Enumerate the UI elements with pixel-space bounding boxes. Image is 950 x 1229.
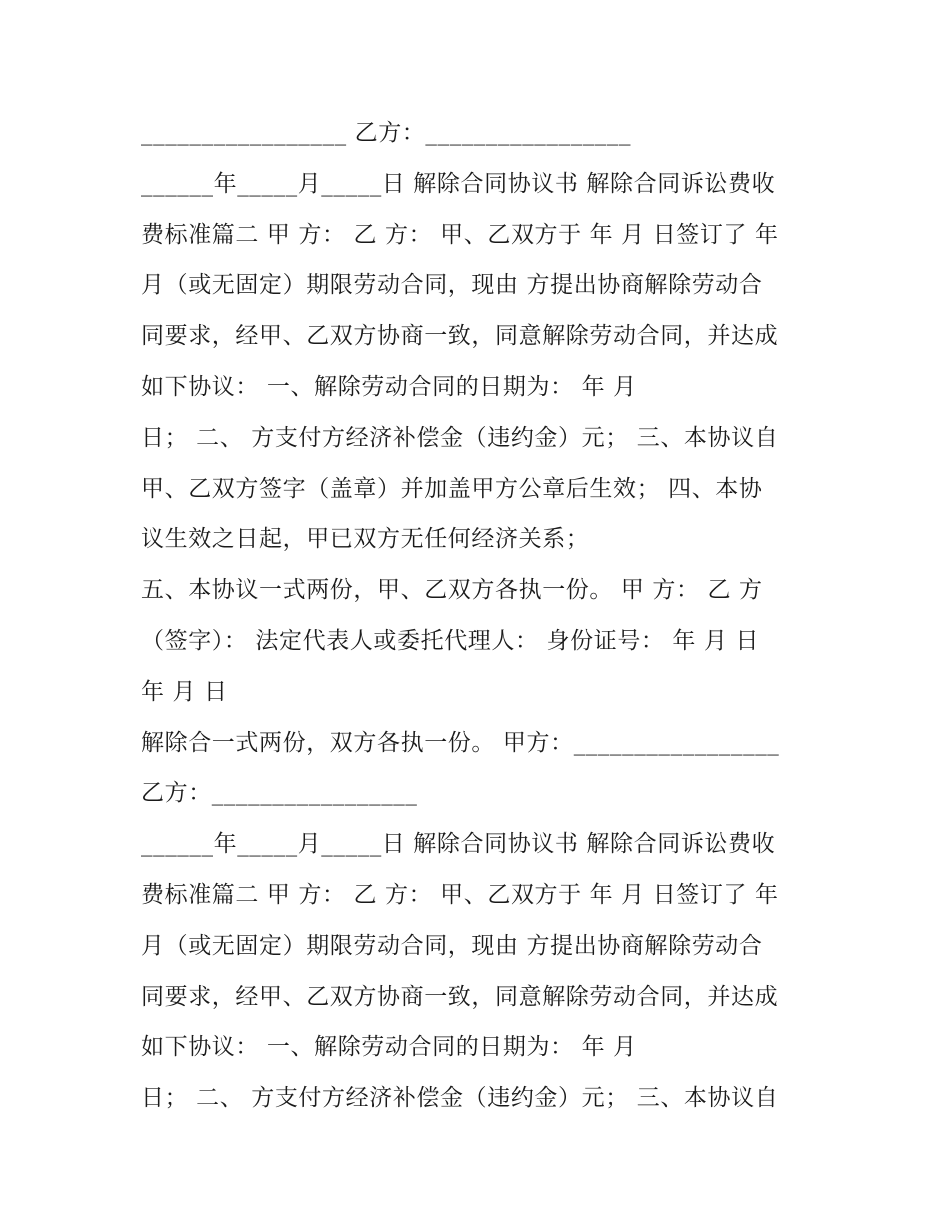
text-line: _________________ 乙方：_________________ <box>141 120 632 146</box>
text-line: 日； 二、 方支付方经济补偿金（违约金）元； 三、本协议自 <box>141 424 779 451</box>
text-line: 乙方：_________________ <box>141 780 418 807</box>
text-line: 月（或无固定）期限劳动合同，现由 方提出协商解除劳动合 <box>141 932 763 959</box>
text-line: 同要求，经甲、乙双方协商一致，同意解除劳动合同，并达成 <box>141 983 779 1010</box>
text-line: 同要求，经甲、乙双方协商一致，同意解除劳动合同，并达成 <box>141 323 779 350</box>
text-line: 如下协议： 一、解除劳动合同的日期为： 年 月 <box>141 373 637 400</box>
text-line: 五、本协议一式两份，甲、乙双方各执一份。 甲 方： 乙 方 <box>141 577 763 604</box>
document-body <box>141 108 821 1124</box>
text-line: 费标准篇二 甲 方： 乙 方： 甲、乙双方于 年 月 日签订了 年 <box>141 881 779 908</box>
text-line: 日； 二、 方支付方经济补偿金（违约金）元； 三、本协议自 <box>141 1085 779 1112</box>
text-line: 月（或无固定）期限劳动合同，现由 方提出协商解除劳动合 <box>141 272 763 299</box>
text-line: 议生效之日起，甲已双方无任何经济关系； <box>141 526 590 553</box>
text-line: 费标准篇二 甲 方： 乙 方： 甲、乙双方于 年 月 日签订了 年 <box>141 221 779 248</box>
text-line: 甲、乙双方签字（盖章）并加盖甲方公章后生效； 四、本协 <box>141 475 763 502</box>
text-line: ______年_____月_____日 解除合同协议书 解除合同诉讼费收 <box>141 170 776 197</box>
text-line: 解除合一式两份，双方各执一份。 甲方：_________________ <box>141 729 780 756</box>
text-line: 年 月 日 <box>141 678 228 705</box>
text-line: （签字）： 法定代表人或委托代理人： 身份证号： 年 月 日 <box>141 627 760 654</box>
text-line: ______年_____月_____日 解除合同协议书 解除合同诉讼费收 <box>141 831 776 858</box>
text-line: 如下协议： 一、解除劳动合同的日期为： 年 月 <box>141 1034 637 1061</box>
